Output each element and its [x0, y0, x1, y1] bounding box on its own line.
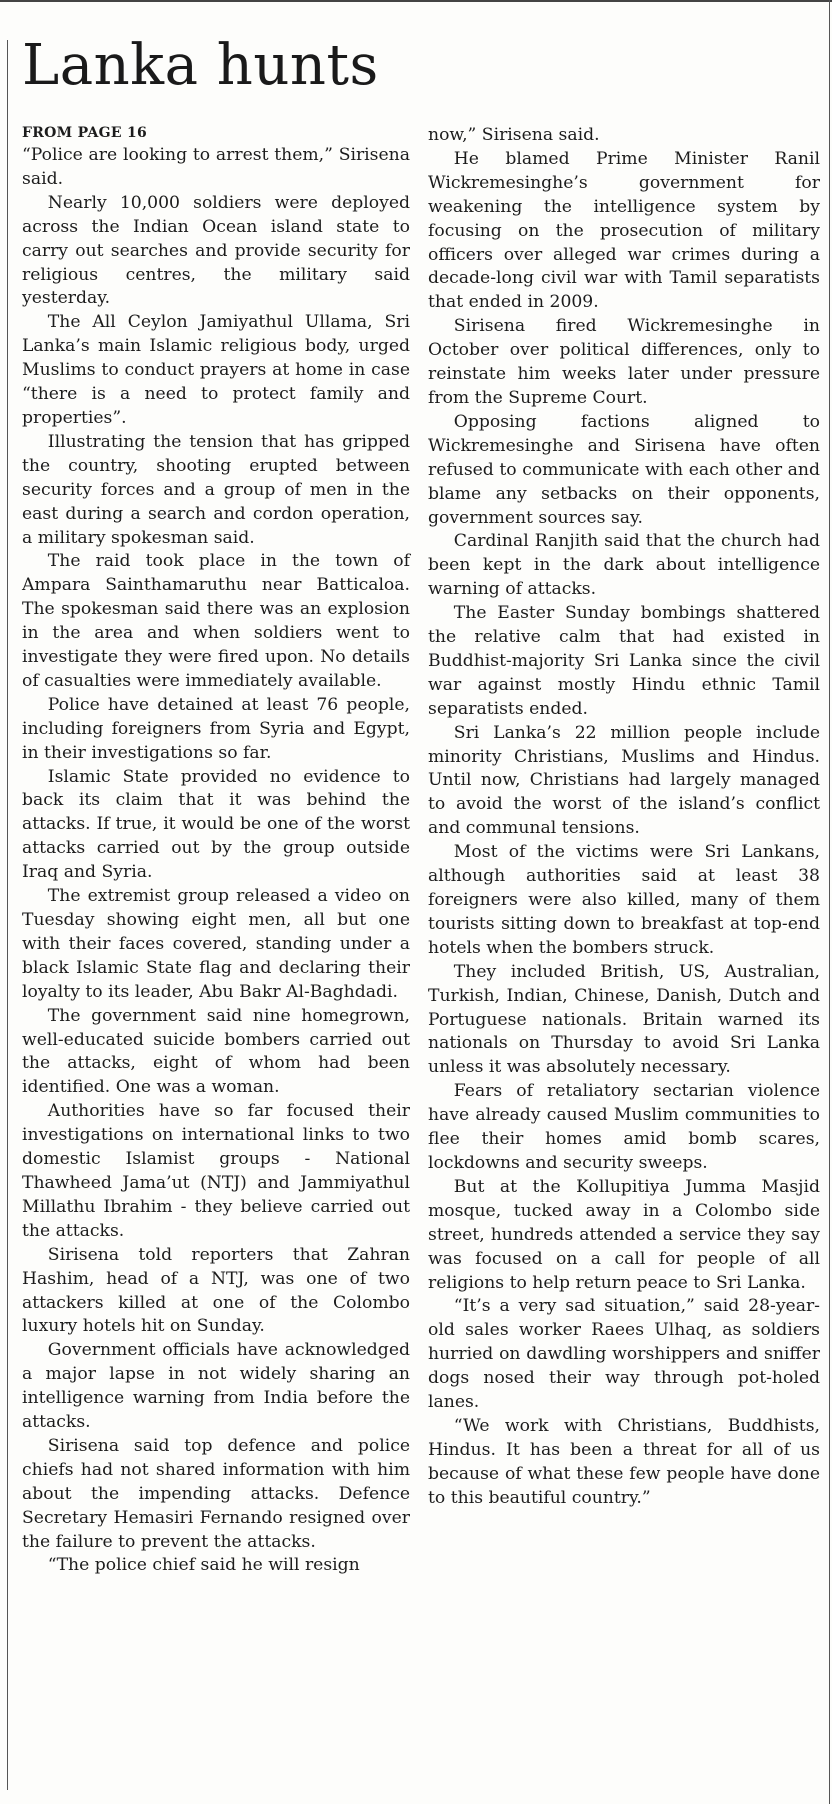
paragraph: Sirisena told reporters that Zahran Hashim, head of a NTJ, was one of two attackers killed at one of the Colombo luxury hotels hit on Sunday.	[22, 1244, 410, 1337]
paragraph: now,” Sirisena said.	[428, 125, 600, 145]
left-column	[22, 124, 410, 1796]
paragraph: Nearly 10,000 soldiers were deployed across the Indian Ocean island state to carry out searches and provide security for religious centres, the military said yesterday.	[22, 192, 410, 309]
paragraph: The All Ceylon Jamiyathul Ullama, Sri Lanka’s main Islamic religious body, urged Muslims to conduct prayers at home in case “there is a need to protect family and properties”.	[22, 312, 410, 428]
paragraph: “The police chief said he will resign	[47, 1555, 360, 1576]
paragraph: The raid took place in the town of Ampara Sainthamaruthu near Batticaloa. The spokesman said there was an explosion in the area and when soldiers went to investigate they were fired upon. No details of casualties were immediately available.	[22, 551, 410, 691]
paragraph: The Easter Sunday bombings shattered the relative calm that had existed in Buddhist-majority Sri Lanka since the civil war against mostly Hindu ethnic Tamil separatists ended.	[428, 603, 820, 719]
paragraph: Fears of retaliatory sectarian violence have already caused Muslim communities to flee their homes amid bomb scares, lockdowns and security sweeps.	[428, 1081, 820, 1173]
paragraph: They included British, US, Australian, Turkish, Indian, Chinese, Danish, Dutch and Portuguese nationals. Britain warned its nationals on Thursday to avoid Sri Lanka unless it was absolutely necessary.	[428, 961, 820, 1078]
paragraph: Police have detained at least 76 people, including foreigners from Syria and Egypt, in their investigations so far.	[22, 694, 410, 763]
paragraph: “Police are looking to arrest them,” Sirisena said.	[22, 145, 410, 189]
paragraph: “We work with Christians, Buddhists, Hindus. It has been a threat for all of us because of what these few people have done to this beautiful country.”	[428, 1415, 820, 1508]
article-body	[22, 124, 820, 1796]
paragraph: He blamed Prime Minister Ranil Wickremesinghe’s government for weakening the intelligence system by focusing on the prosecution of military officers over alleged war crimes during a decade-long civil war with Tamil separatists that ended in 2009.	[428, 148, 820, 313]
paragraph: Authorities have so far focused their investigations on international links to two domestic Islamist groups - National Thawheed Jama’ut (NTJ) and Jammiyathul Millathu Ibrahim - they believe carried out the attacks.	[22, 1101, 410, 1241]
paragraph: Cardinal Ranjith said that the church had been kept in the dark about intelligence warning of attacks.	[428, 531, 820, 600]
paragraph: Sirisena said top defence and police chiefs had not shared information with him about the impending attacks. Defence Secretary Hemasiri Fernando resigned over the failure to prevent the attacks.	[22, 1435, 410, 1552]
paragraph: Sri Lanka’s 22 million people include minority Christians, Muslims and Hindus. Until now, Christians had largely managed to avoid the worst of the island’s conflict and communal tensions.	[428, 722, 820, 839]
headline: Lanka hunts	[22, 33, 379, 98]
left-column-rule	[7, 40, 8, 1790]
paragraph: The government said nine homegrown, well-educated suicide bombers carried out the attacks, eight of whom had been identified. One was a woman.	[22, 1005, 410, 1098]
paragraph: Opposing factions aligned to Wickremesinghe and Sirisena have often refused to communicate with each other and blame any setbacks on their opponents, government sources say.	[428, 411, 820, 528]
paragraph: The extremist group released a video on Tuesday showing eight men, all but one with their faces covered, standing under a black Islamic State flag and declaring their loyalty to its leader, Abu Bakr Al-Baghdadi.	[22, 886, 410, 1002]
paragraph: “It’s a very sad situation,” said 28-year-old sales worker Raees Ulhaq, as soldiers hurried on dawdling worshippers and sniffer dogs nosed their way through pot-holed lanes.	[428, 1296, 820, 1413]
paragraph: Islamic State provided no evidence to back its claim that it was behind the attacks. If true, it would be one of the worst attacks carried out by the group outside Iraq and Syria.	[22, 766, 410, 883]
top-rule	[0, 0, 832, 2]
right-edge-rule	[829, 0, 830, 1804]
paragraph: Government officials have acknowledged a major lapse in not widely sharing an intelligence warning from India before the attacks.	[22, 1340, 410, 1433]
continued-from-kicker: FROM PAGE 16	[22, 125, 148, 141]
paragraph: Illustrating the tension that has gripped the country, shooting erupted between security forces and a group of men in the east during a search and cordon operation, a military spokesman said.	[22, 431, 410, 548]
paragraph: Sirisena fired Wickremesinghe in October over political differences, only to reinstate him weeks later under pressure from the Supreme Court.	[428, 316, 820, 408]
paragraph: Most of the victims were Sri Lankans, although authorities said at least 38 foreigners were also killed, many of them tourists sitting down to breakfast at top-end hotels when the bombers struck.	[428, 842, 820, 958]
paragraph: But at the Kollupitiya Jumma Masjid mosque, tucked away in a Colombo side street, hundreds attended a service they say was focused on a call for people of all religions to help return peace to Sri Lanka.	[428, 1176, 820, 1293]
right-column	[428, 124, 820, 1796]
